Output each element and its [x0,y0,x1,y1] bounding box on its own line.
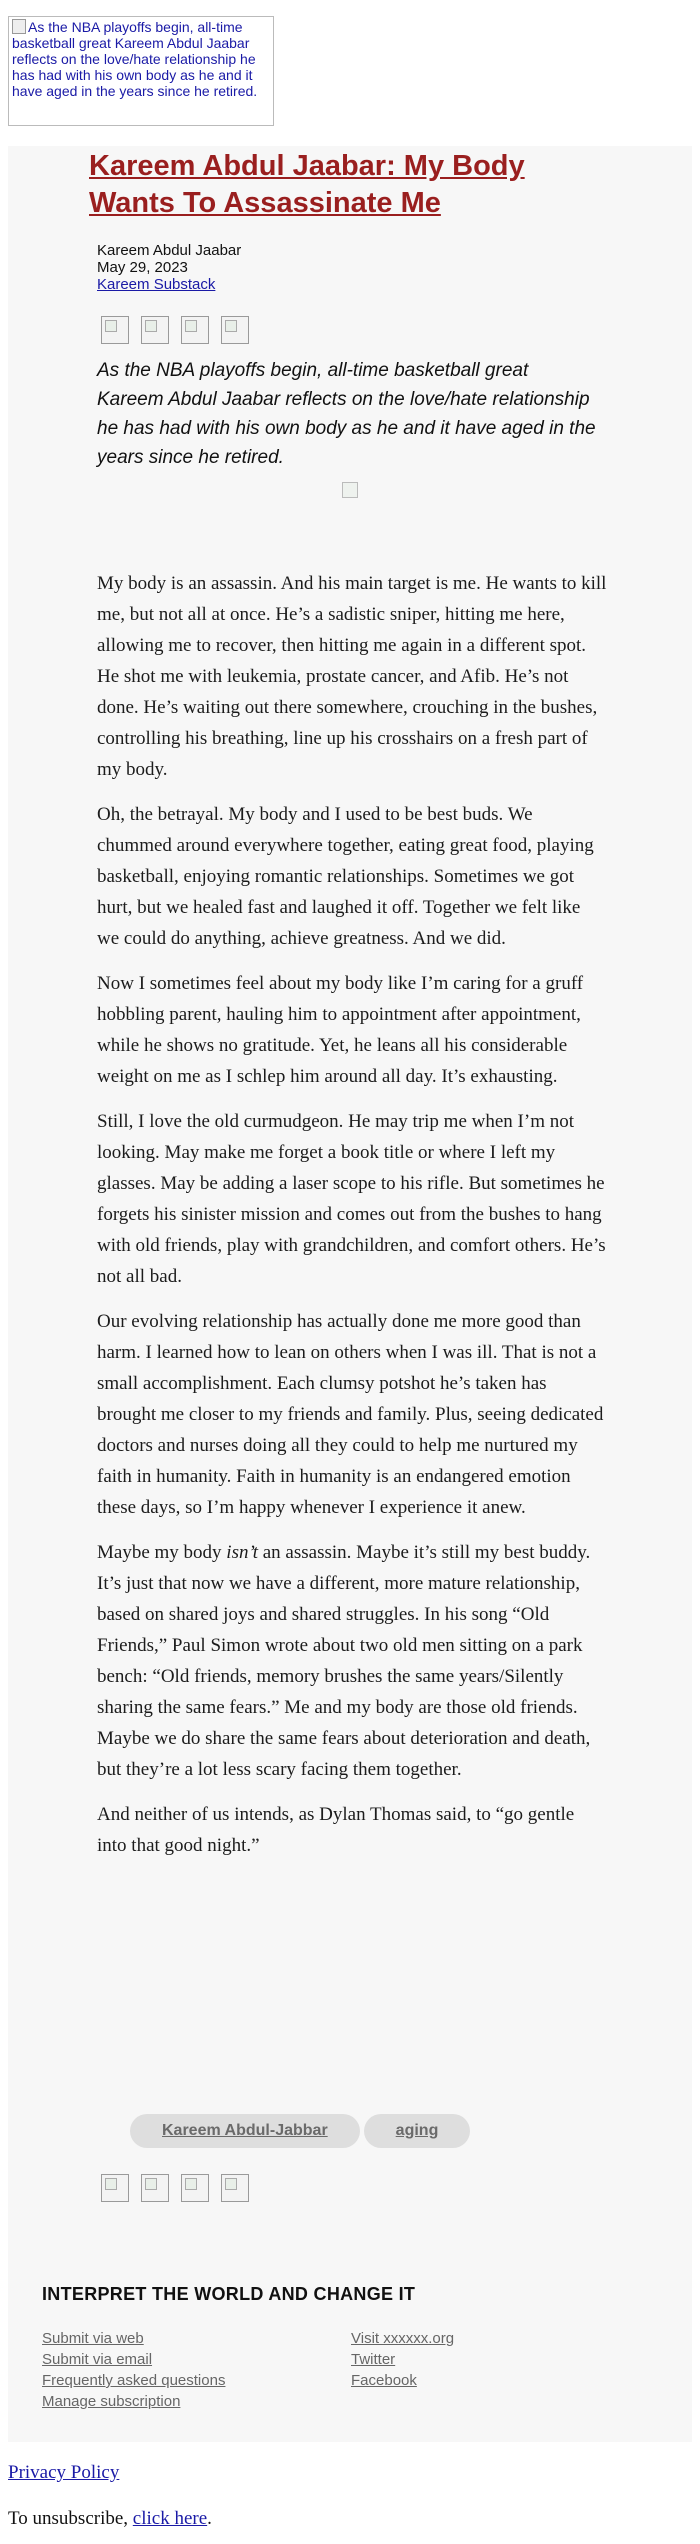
share-row-top [101,316,249,344]
tag-aging[interactable]: aging [364,2114,471,2148]
tag-list [130,2114,470,2148]
footer-heading: INTERPRET THE WORLD AND CHANGE IT [42,2284,416,2304]
submit-email-link[interactable]: Submit via email [42,2351,153,2368]
share-button-bottom-3[interactable] [181,2174,209,2202]
author-name: Kareem Abdul Jaabar [97,242,242,259]
unsubscribe-suffix: . [207,2508,212,2529]
publish-date: May 29, 2023 [97,259,188,276]
article-title [89,148,609,222]
article-body [97,568,607,1875]
paragraph-6-end: an assassin. Maybe it’s still my best buddy. It’s just that now we have a different, more mature relationship, based on shared joys and shared struggles. In his song “Old Friends,” Paul Simon wrote about two old men sitting on a park bench: “Old friends, memory brushes the same years/Silently sharing the same fears.” Me and my body are those old friends. Maybe we do share the same fears about deterioration and death, but they’re a lot less scary facing them together. [97,1542,591,1780]
broken-image-icon [12,19,26,34]
paragraph-6-start: Maybe my body [97,1542,227,1563]
article-meta [97,242,241,293]
share-button-1[interactable] [101,316,129,344]
share-button-bottom-2[interactable] [141,2174,169,2202]
publication-link[interactable]: Kareem Substack [97,276,216,293]
article-title-link[interactable]: Kareem Abdul Jaabar: My Body Wants To Assassinate Me [89,150,525,219]
visit-site-link[interactable]: Visit xxxxxx.org [351,2330,455,2347]
unsubscribe-link[interactable]: click here [132,2508,208,2529]
manage-subscription-link[interactable]: Manage subscription [42,2393,181,2410]
share-button-4[interactable] [221,316,249,344]
tag-kareem-abdul-jabbar[interactable]: Kareem Abdul-Jabbar [130,2114,360,2148]
paragraph-3: Now I sometimes feel about my body like I’m caring for a gruff hobbling parent, hauling him to appointment after appointment, while he shows no gratitude. Yet, he leans all his considerable weight on me as I schlep him around all day. It’s exhausting. [97,973,584,1087]
footer-links-left [42,2328,225,2412]
article-subtitle: As the NBA playoffs begin, all-time basketball great Kareem Abdul Jaabar reflects on the love/hate relationship he has had with his own body as he and it have aged in the years since he retired. [97,360,596,468]
submit-web-link[interactable]: Submit via web [42,2330,144,2347]
privacy-row [8,2461,119,2485]
share-button-2[interactable] [141,316,169,344]
paragraph-1: My body is an assassin. And his main target is me. He wants to kill me, but not all at once. He’s a sadistic sniper, hitting me here, allowing me to recover, then hitting me again in a different spot. He shot me with leukemia, prostate cancer, and Afib. He’s not done. He’s waiting out there somewhere, crouching in the bushes, controlling his breathing, line up his crosshairs on a fresh part of my body. [97,573,607,780]
twitter-link[interactable]: Twitter [351,2351,396,2368]
paragraph-4: Still, I love the old curmudgeon. He may trip me when I’m not looking. May make me forget a book title or where I left my glasses. May be adding a laser scope to his rifle. But sometimes he forgets his sinister mission and comes out from the bushes to hang with old friends, play with grandchildren, and comfort others. He’s not all bad. [97,1111,606,1287]
paragraph-2: Oh, the betrayal. My body and I used to be best buds. We chummed around everywhere together, eating great food, playing basketball, enjoying romantic relationships. Sometimes we got hurt, but we healed fast and laughed it off. Together we felt like we could do anything, achieve greatness. And we did. [97,804,594,949]
paragraph-7: And neither of us intends, as Dylan Thomas said, to “go gentle into that good night.” [97,1804,575,1856]
paragraph-6 [97,1537,607,1785]
share-button-bottom-4[interactable] [221,2174,249,2202]
privacy-policy-link[interactable]: Privacy Policy [8,2462,120,2483]
footer-links-right [351,2328,454,2391]
faq-link[interactable]: Frequently asked questions [42,2372,226,2389]
unsubscribe-row [8,2507,212,2531]
paragraph-5: Our evolving relationship has actually done me more good than harm. I learned how to lean on others when I was ill. That is not a small accomplishment. Each clumsy potshot he’s taken has brought me closer to my friends and family. Plus, seeing dedicated doctors and nurses doing all they could to help me nurtured my faith in humanity. Faith in humanity is an endangered emotion these days, so I’m happy whenever I experience it anew. [97,1311,604,1518]
share-row-bottom [101,2174,249,2202]
unsubscribe-prefix: To unsubscribe, [8,2508,133,2529]
hero-image-broken[interactable] [8,16,274,126]
hero-image-alt-text: As the NBA playoffs begin, all-time basketball great Kareem Abdul Jaabar reflects on the love/hate relationship he has had with his own body as he and it have aged in the years since he retired. [12,19,258,99]
share-button-bottom-1[interactable] [101,2174,129,2202]
facebook-link[interactable]: Facebook [351,2372,417,2389]
paragraph-6-emphasis: isn’t [226,1542,258,1563]
article-image-broken [342,482,358,498]
share-button-3[interactable] [181,316,209,344]
